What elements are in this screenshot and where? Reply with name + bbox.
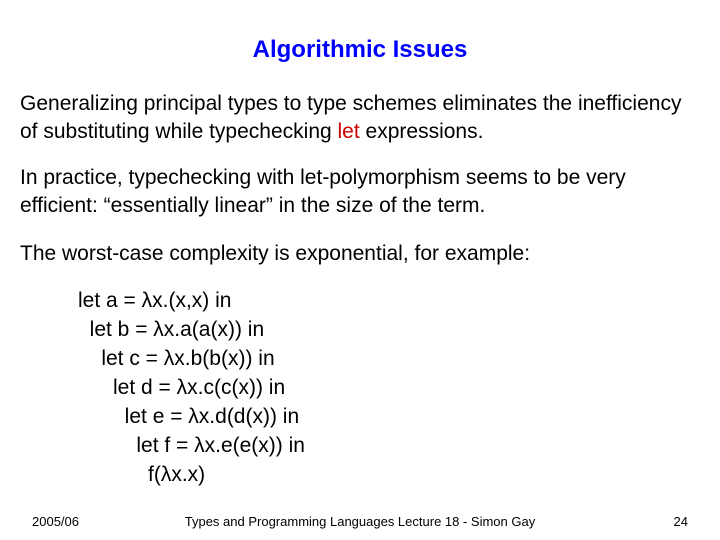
code-line: f(λx.x): [78, 463, 206, 486]
footer-date: 2005/06: [32, 514, 79, 529]
slide-title: Algorithmic Issues: [252, 36, 468, 63]
code-line: let e = λx.d(d(x)) in: [78, 405, 300, 428]
code-line: let f = λx.e(e(x)) in: [78, 434, 305, 457]
page-number: 24: [673, 514, 688, 529]
footer-course: Types and Programming Languages Lecture 18 - Simon Gay: [184, 514, 536, 529]
paragraph-text-end: expressions.: [359, 120, 484, 143]
code-line: let b = λx.a(a(x)) in: [78, 318, 265, 341]
paragraph-worst-case: The worst-case complexity is exponential, for example:: [20, 242, 531, 265]
paragraph-efficiency: In practice, typechecking with let-polymorphism seems to be very efficient: “essentially linear” in the size of the term.: [20, 166, 626, 217]
paragraph-principal-types: [20, 90, 700, 146]
let-keyword: let: [337, 120, 360, 143]
paragraph-text: Generalizing principal types to type schemes eliminates the inefficiency of substituting while typechecking: [20, 92, 682, 143]
code-line: let a = λx.(x,x) in: [78, 289, 232, 312]
code-example: [78, 286, 305, 489]
code-line: let d = λx.c(c(x)) in: [78, 376, 286, 399]
code-line: let c = λx.b(b(x)) in: [78, 347, 275, 370]
